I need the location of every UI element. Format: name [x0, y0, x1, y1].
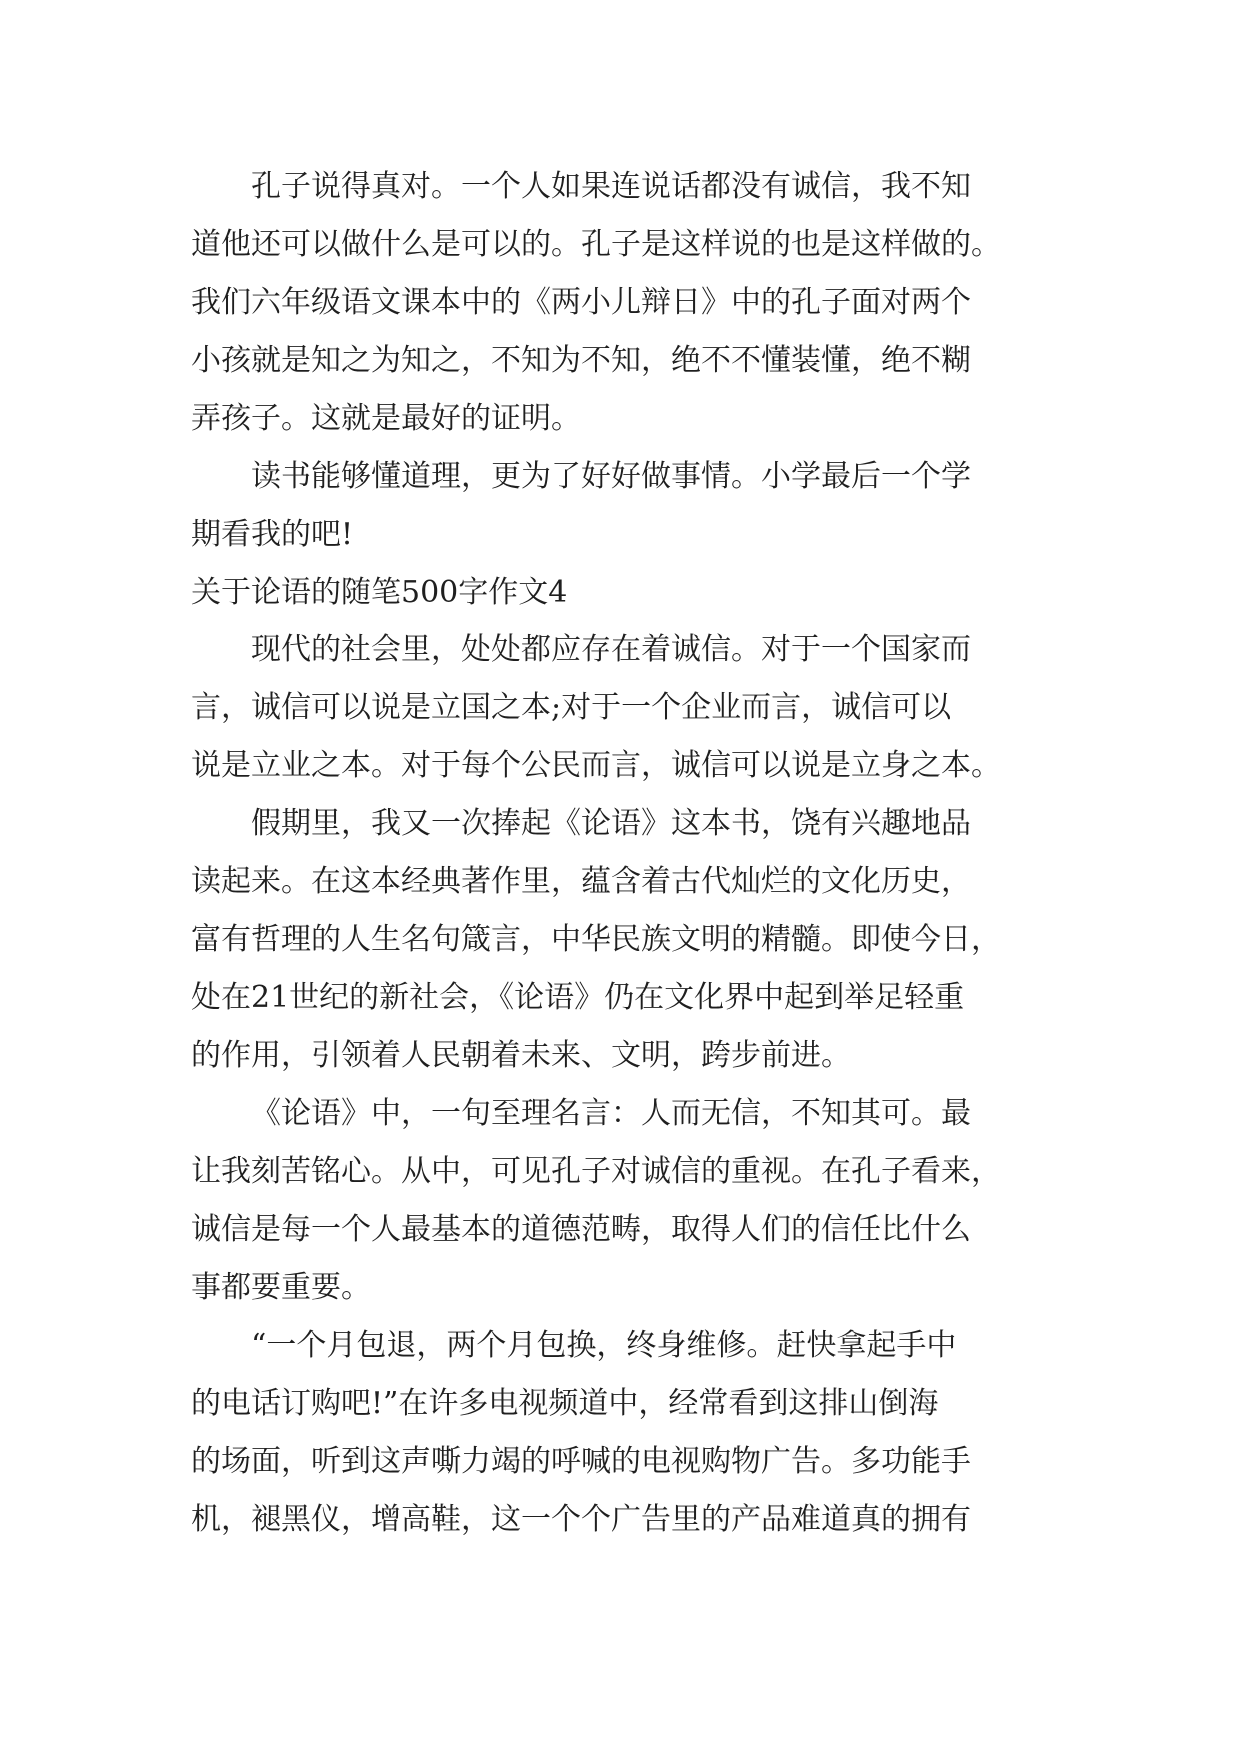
text-line: 事都要重要。 — [191, 1270, 371, 1305]
text-line: 机，褪黑仪，增高鞋，这一个个广告里的产品难道真的拥有 — [191, 1502, 971, 1537]
text-line: 现代的社会里，处处都应存在着诚信。对于一个国家而 — [251, 632, 971, 667]
text-line: 言，诚信可以说是立国之本;对于一个企业而言，诚信可以 — [191, 690, 952, 725]
text-line: 《论语》中，一句至理名言：人而无信，不知其可。最 — [251, 1096, 971, 1131]
text-line: 期看我的吧! — [191, 517, 354, 552]
text-line: 小孩就是知之为知之，不知为不知，绝不不懂装懂，绝不糊 — [191, 343, 971, 378]
text-line: 读起来。在这本经典著作里，蕴含着古代灿烂的文化历史， — [191, 864, 971, 899]
text-line: 处在21世纪的新社会，《论语》仍在文化界中起到举足轻重 — [191, 980, 965, 1015]
text-line: 我们六年级语文课本中的《两小儿辩日》中的孔子面对两个 — [191, 285, 971, 320]
text-line: 诚信是每一个人最基本的道德范畴，取得人们的信任比什么 — [191, 1212, 971, 1247]
text-line: 的电话订购吧!”在许多电视频道中，经常看到这排山倒海 — [191, 1386, 939, 1421]
text-line: 让我刻苦铭心。从中，可见孔子对诚信的重视。在孔子看来， — [191, 1154, 1001, 1189]
section-heading: 关于论语的随笔500字作文4 — [191, 575, 568, 610]
text-line: 说是立业之本。对于每个公民而言，诚信可以说是立身之本。 — [191, 748, 1001, 783]
text-line: 的作用，引领着人民朝着未来、文明，跨步前进。 — [191, 1038, 851, 1073]
text-line: 孔子说得真对。一个人如果连说话都没有诚信，我不知 — [251, 169, 971, 204]
text-line: “一个月包退，两个月包换，终身维修。赶快拿起手中 — [251, 1328, 957, 1363]
document-body — [191, 158, 1071, 1549]
text-line: 富有哲理的人生名句箴言，中华民族文明的精髓。即使今日， — [191, 922, 1001, 957]
text-line: 读书能够懂道理，更为了好好做事情。小学最后一个学 — [251, 459, 971, 494]
text-line: 的场面，听到这声嘶力竭的呼喊的电视购物广告。多功能手 — [191, 1444, 971, 1479]
text-line: 弄孩子。这就是最好的证明。 — [191, 401, 581, 436]
text-line: 道他还可以做什么是可以的。孔子是这样说的也是这样做的。 — [191, 227, 1001, 262]
text-line: 假期里，我又一次捧起《论语》这本书，饶有兴趣地品 — [251, 806, 971, 841]
